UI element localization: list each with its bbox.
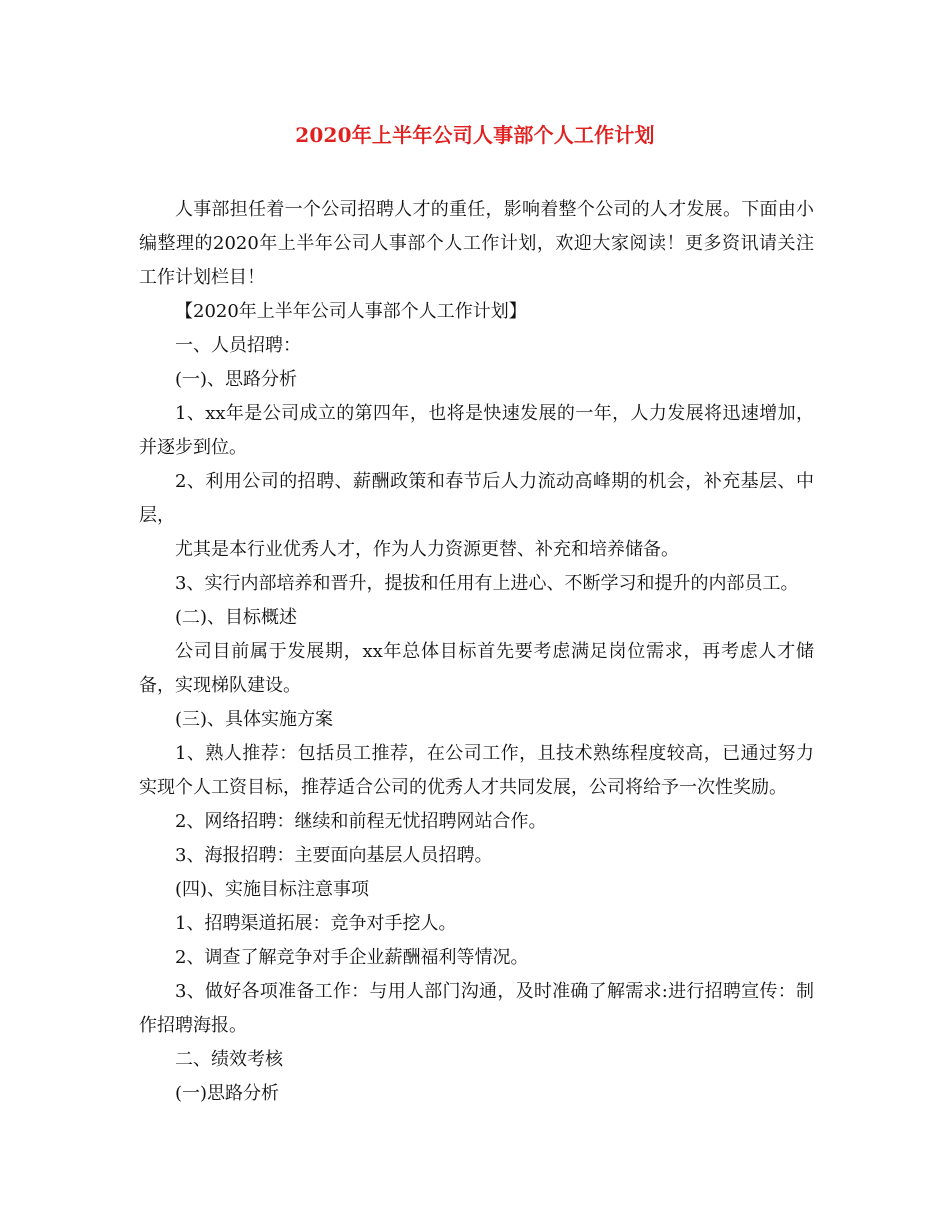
- subsection-heading-plan: (三)、具体实施方案: [175, 709, 334, 730]
- subsection-heading-goals: (二)、目标概述: [175, 607, 298, 628]
- paragraph-item: 尤其是本行业优秀人才，作为人力资源更替、补充和培养储备。: [175, 539, 679, 560]
- section-heading-performance: 二、绩效考核: [175, 1049, 283, 1070]
- paragraph-title-bracket: 【2020年上半年公司人事部个人工作计划】: [175, 301, 527, 322]
- subsection-heading-notes: (四)、实施目标注意事项: [175, 879, 370, 900]
- paragraph-item: 2、调查了解竞争对手企业薪酬福利等情况。: [175, 947, 529, 968]
- paragraph-item: 2、网络招聘：继续和前程无忧招聘网站合作。: [175, 811, 547, 832]
- paragraph-item: 1、招聘渠道拓展：竞争对手挖人。: [175, 913, 457, 934]
- paragraph-item: 3、海报招聘：主要面向基层人员招聘。: [175, 845, 493, 866]
- subsection-heading-analysis-2: (一)思路分析: [175, 1083, 280, 1104]
- paragraph-intro: 人事部担任着一个公司招聘人才的重任，影响着整个公司的人才发展。下面由小编整理的2020年上半年公司人事部个人工作计划，欢迎大家阅读！更多资讯请关注工作计划栏目！: [139, 199, 814, 288]
- section-heading-recruitment: 一、人员招聘：: [175, 335, 301, 356]
- document-body: [139, 193, 814, 1111]
- paragraph-item: 1、xx年是公司成立的第四年，也将是快速发展的一年，人力发展将迅速增加，并逐步到位。: [139, 403, 814, 458]
- paragraph-item: 3、实行内部培养和晋升，提拔和任用有上进心、不断学习和提升的内部员工。: [175, 573, 799, 594]
- paragraph-item: 1、熟人推荐：包括员工推荐，在公司工作，且技术熟练程度较高，已通过努力实现个人工资目标，推荐适合公司的优秀人才共同发展，公司将给予一次性奖励。: [139, 743, 814, 798]
- paragraph-item: 3、做好各项准备工作：与用人部门沟通，及时准确了解需求:进行招聘宣传：制作招聘海报。: [139, 981, 814, 1036]
- paragraph-item: 公司目前属于发展期，xx年总体目标首先要考虑满足岗位需求，再考虑人才储备，实现梯队建设。: [139, 641, 814, 696]
- paragraph-item: 2、利用公司的招聘、薪酬政策和春节后人力流动高峰期的机会，补充基层、中层，: [139, 471, 814, 526]
- subsection-heading-analysis: (一)、思路分析: [175, 369, 298, 390]
- document-title: 2020年上半年公司人事部个人工作计划: [295, 123, 655, 147]
